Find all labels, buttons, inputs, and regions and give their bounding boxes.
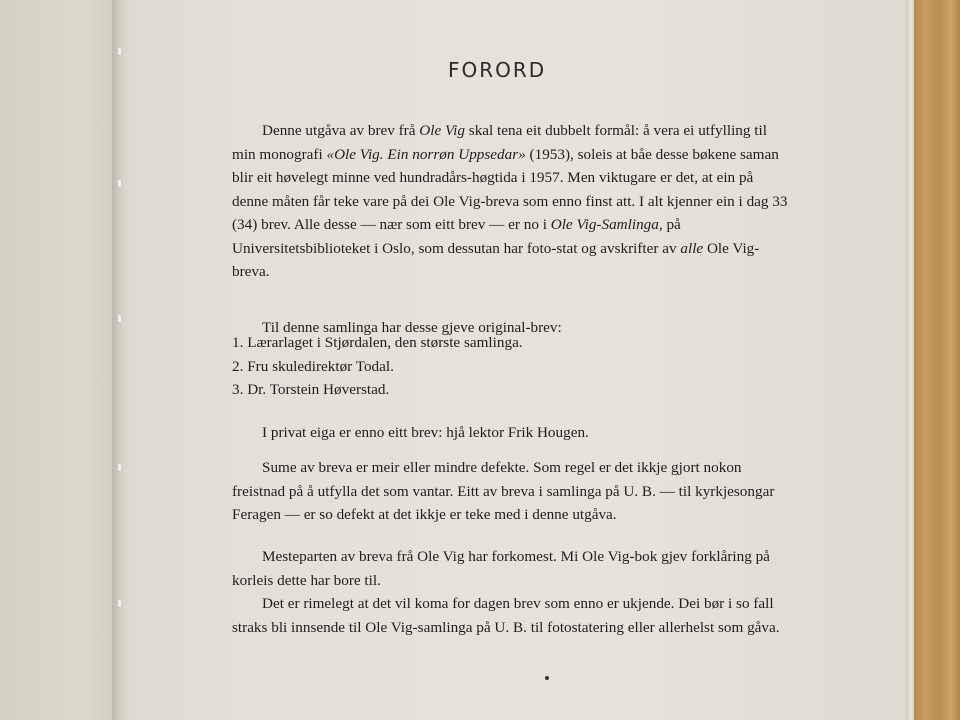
binding-stitch (118, 48, 121, 55)
paragraph-private: I privat eiga er enno eitt brev: hjå lektor Frik Hougen. (262, 424, 589, 442)
paragraph-unknown: Det er rimelegt at det vil koma for dagen brev som enno er ukjende. Dei bør i so fall straks bli innsende til Ole Vig-samlinga på U. B. til fotostatering eller allerhelst som gåva. (232, 595, 780, 636)
binding-stitch (118, 464, 121, 471)
list-item: 3. Dr. Torstein Høverstad. (232, 381, 390, 398)
paragraph-donors: Til denne samlinga har desse gjeve original-brev: (262, 319, 562, 337)
binding-stitch (118, 315, 121, 322)
wooden-table (914, 0, 960, 720)
page-mark (545, 676, 549, 680)
left-page (0, 0, 120, 720)
binding-stitch (118, 600, 121, 607)
binding-stitch (118, 180, 121, 187)
page-title: FORORD (448, 58, 547, 82)
paragraph-intro: Denne utgåva av brev frå Ole Vig skal tena eit dubbelt formål: å vera ei utfylling til min monografi «Ole Vig. Ein norrøn Uppsedar» (1953), soleis at båe desse bøkene saman blir eit høvelegt minne ved hundradårs-høgtida i 1957. Men viktugare er det, at ein på denne måten får teke vare på dei Ole Vig-breva som enno finst att. I alt kjenner ein i dag 33 (34) brev. Alle desse — nær som eitt brev — er no i Ole Vig-Samlinga, på Universitetsbiblioteket i Oslo, som dessutan har foto-stat og avskrifter av alle Ole Vig-breva. (232, 122, 788, 281)
paragraph-defects: Sume av breva er meir eller mindre defekte. Som regel er det ikkje gjort nokon freistnad på å utfylla det som vantar. Eitt av breva i samlinga på U. B. — til kyrkjesongar Feragen — er so defekt at det ikkje er teke med i denne utgåva. (232, 459, 775, 524)
list-item: 2. Fru skuledirektør Todal. (232, 357, 394, 375)
donor-list (232, 331, 792, 402)
paragraph-lost: Mesteparten av breva frå Ole Vig har forkomest. Mi Ole Vig-bok gjev forklåring på korleis dette har bore til. (232, 548, 770, 589)
list-item: 1. Lærarlaget i Stjørdalen, den største samlinga. (232, 334, 523, 351)
